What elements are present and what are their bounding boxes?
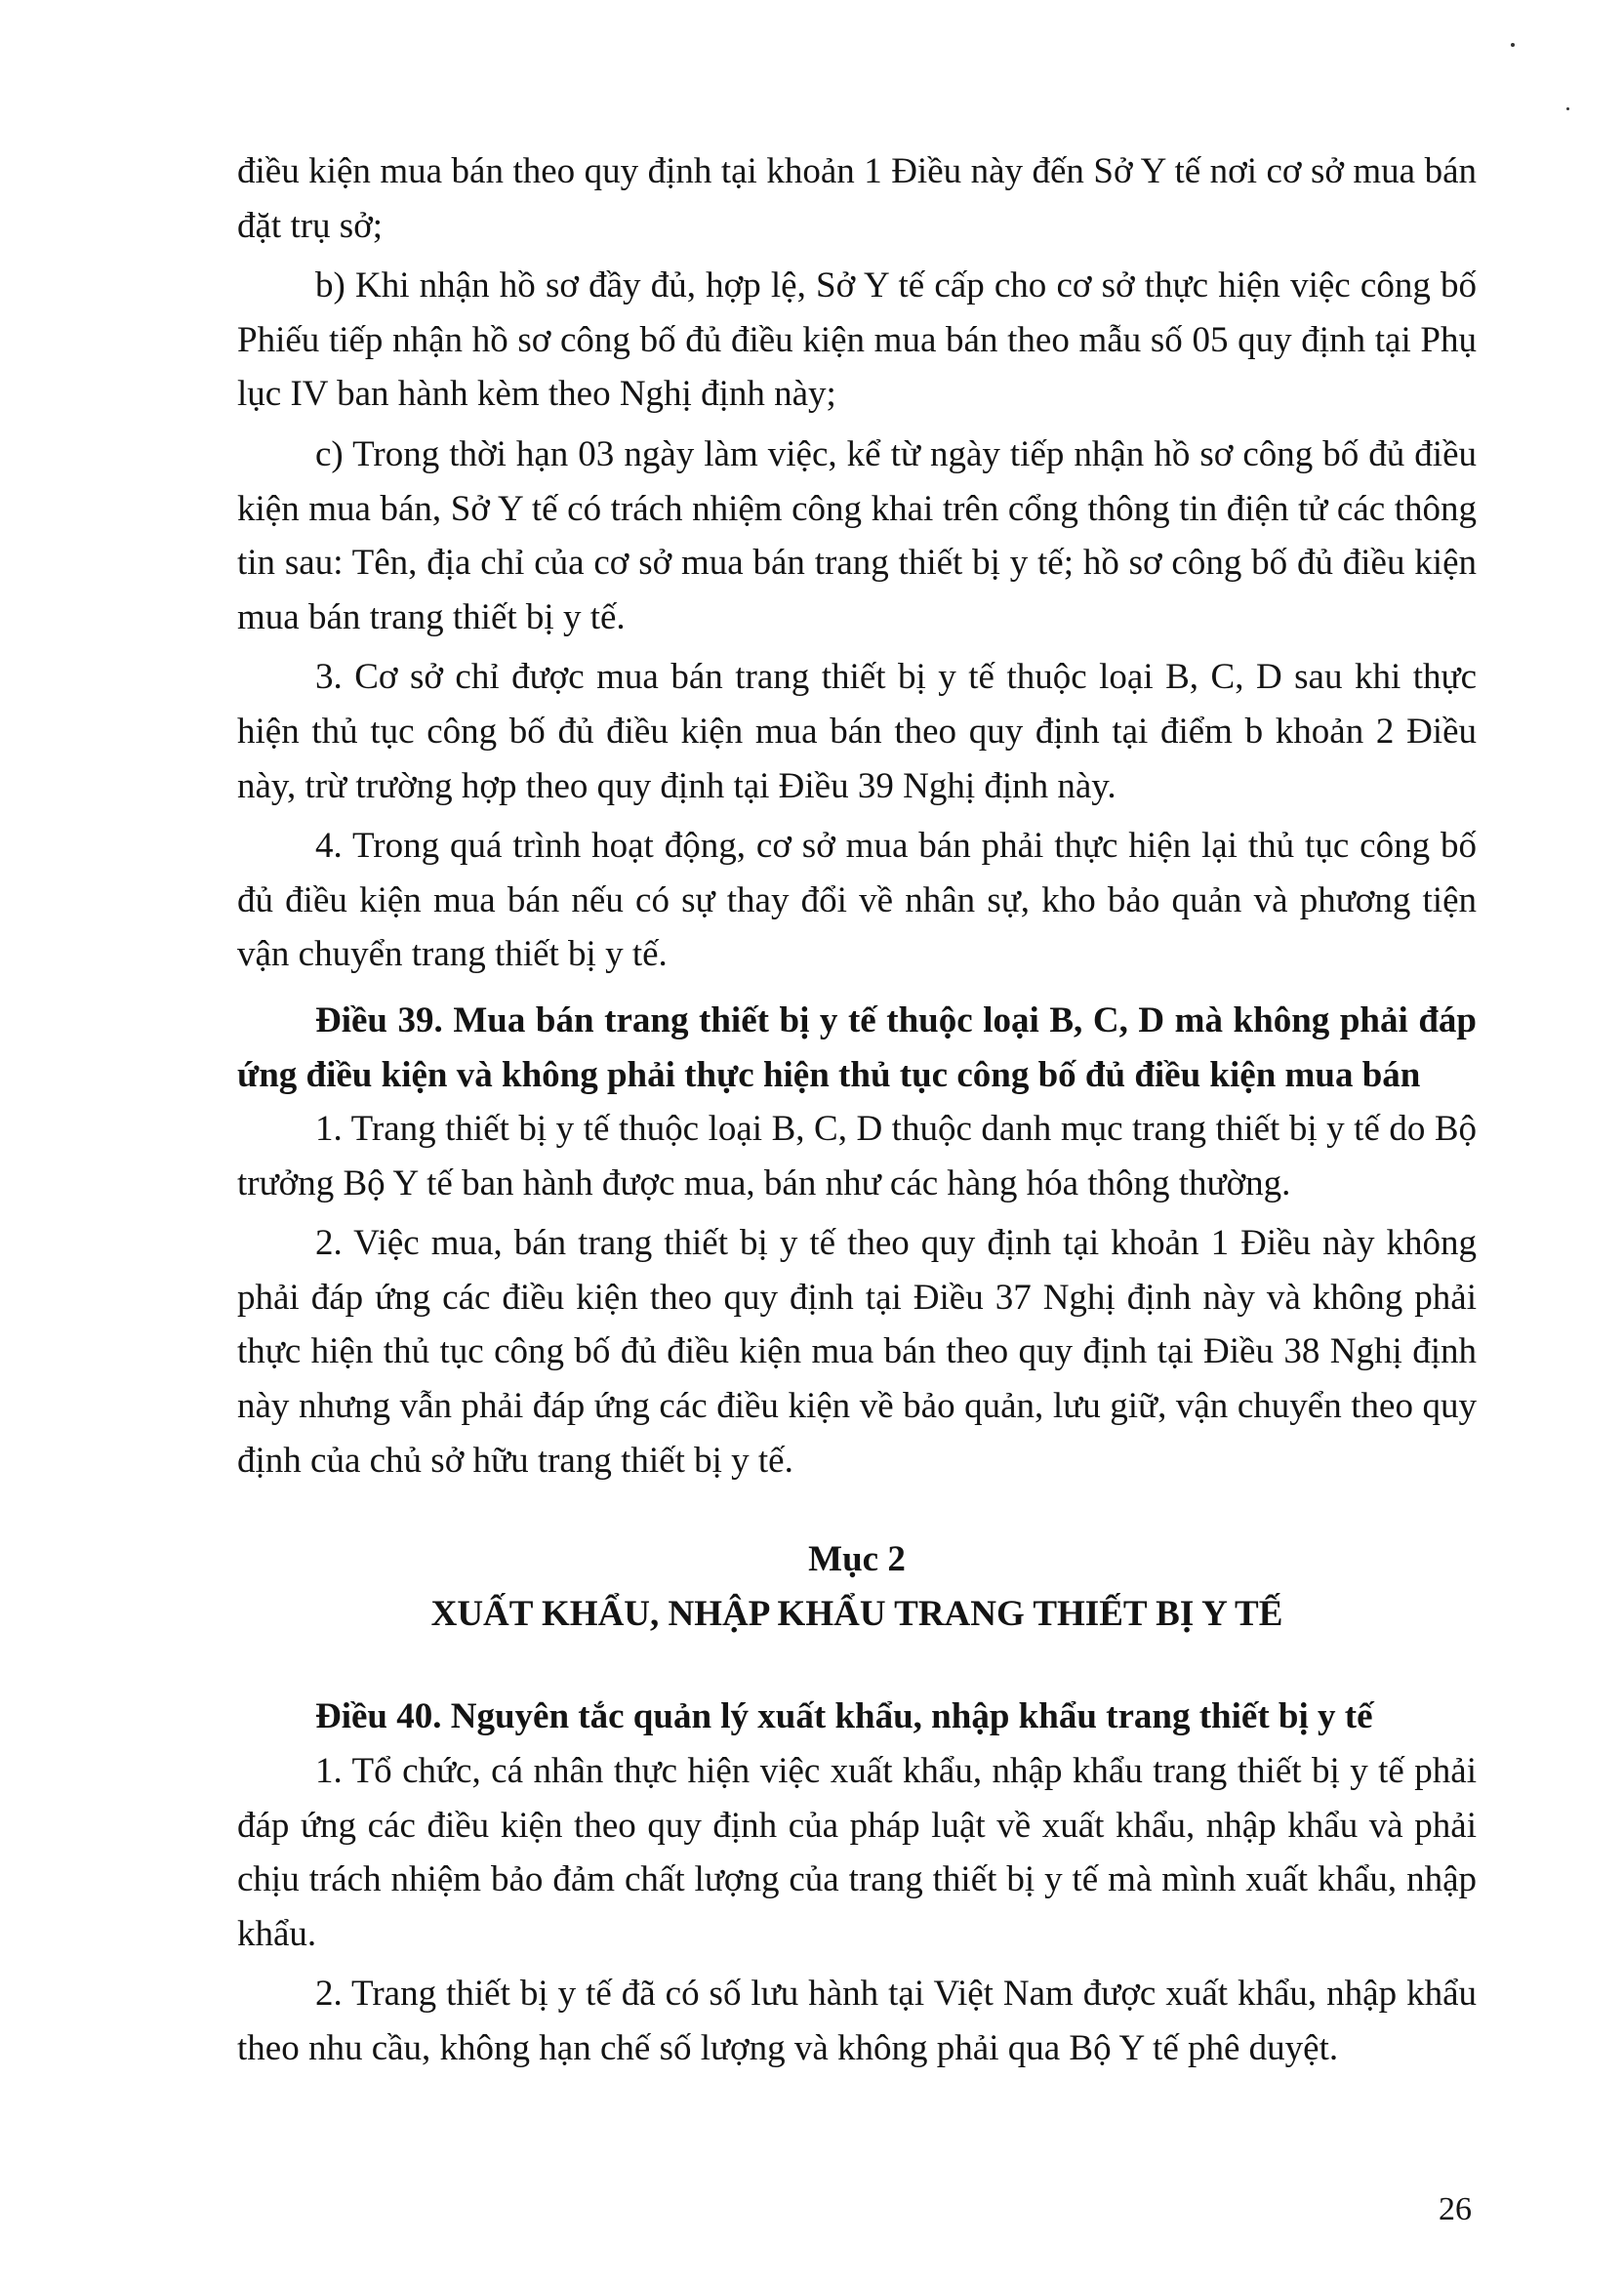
paragraph: b) Khi nhận hồ sơ đầy đủ, hợp lệ, Sở Y tế cấp cho cơ sở thực hiện việc công bố Phiếu tiếp nhận hồ sơ công bố đủ điều kiện mua bán theo mẫu số 05 quy định tại Phụ lục IV ban hành kèm theo Nghị định này; [237, 265, 1477, 415]
page-number: 26 [1439, 2191, 1472, 2227]
scan-speck [1566, 107, 1569, 110]
paragraph: 4. Trong quá trình hoạt động, cơ sở mua bán phải thực hiện lại thủ tục công bố đủ điều kiện mua bán nếu có sự thay đổi về nhân sự, kho bảo quản và phương tiện vận chuyển trang thiết bị y tế. [237, 826, 1477, 975]
paragraph: 3. Cơ sở chỉ được mua bán trang thiết bị y tế thuộc loại B, C, D sau khi thực hiện thủ tục công bố đủ điều kiện mua bán theo quy định tại điểm b khoản 2 Điều này, trừ trường hợp theo quy định tại Điều 39 Nghị định này. [237, 657, 1477, 806]
paragraph: 2. Việc mua, bán trang thiết bị y tế theo quy định tại khoản 1 Điều này không phải đáp ứng các điều kiện theo quy định tại Điều 37 Nghị định này và không phải thực hiện thủ tục công bố đủ điều kiện mua bán theo quy định tại Điều 38 Nghị định này nhưng vẫn phải đáp ứng các điều kiện về bảo quản, lưu giữ, vận chuyển theo quy định của chủ sở hữu trang thiết bị y tế. [237, 1223, 1477, 1481]
section-label: Mục 2 [808, 1539, 906, 1580]
paragraph: điều kiện mua bán theo quy định tại khoản 1 Điều này đến Sở Y tế nơi cơ sở mua bán đặt trụ sở; [237, 151, 1477, 246]
section-spacer [237, 1641, 1477, 1686]
paragraph: 1. Trang thiết bị y tế thuộc loại B, C, D thuộc danh mục trang thiết bị y tế do Bộ trưởng Bộ Y tế ban hành được mua, bán như các hàng hóa thông thường. [237, 1109, 1477, 1203]
paragraph: 1. Tổ chức, cá nhân thực hiện việc xuất khẩu, nhập khẩu trang thiết bị y tế phải đáp ứng các điều kiện theo quy định của pháp luật về xuất khẩu, nhập khẩu và phải chịu trách nhiệm bảo đảm chất lượng của trang thiết bị y tế mà mình xuất khẩu, nhập khẩu. [237, 1751, 1477, 1954]
paragraph: 2. Trang thiết bị y tế đã có số lưu hành tại Việt Nam được xuất khẩu, nhập khẩu theo nhu cầu, không hạn chế số lượng và không phải qua Bộ Y tế phê duyệt. [237, 1974, 1477, 2068]
scan-speck [1511, 43, 1515, 47]
paragraph: c) Trong thời hạn 03 ngày làm việc, kể từ ngày tiếp nhận hồ sơ công bố đủ điều kiện mua bán, Sở Y tế có trách nhiệm công khai trên cổng thông tin điện tử các thông tin sau: Tên, địa chỉ của cơ sở mua bán trang thiết bị y tế; hồ sơ công bố đủ điều kiện mua bán trang thiết bị y tế. [237, 433, 1477, 637]
document-body [237, 144, 1477, 2076]
article-39-heading: Điều 39. Mua bán trang thiết bị y tế thuộc loại B, C, D mà không phải đáp ứng điều kiện và không phải thực hiện thủ tục công bố đủ điều kiện mua bán [237, 999, 1477, 1095]
article-40-heading: Điều 40. Nguyên tắc quản lý xuất khẩu, nhập khẩu trang thiết bị y tế [315, 1696, 1373, 1737]
section-title: XUẤT KHẨU, NHẬP KHẨU TRANG THIẾT BỊ Y TẾ [430, 1593, 1283, 1634]
